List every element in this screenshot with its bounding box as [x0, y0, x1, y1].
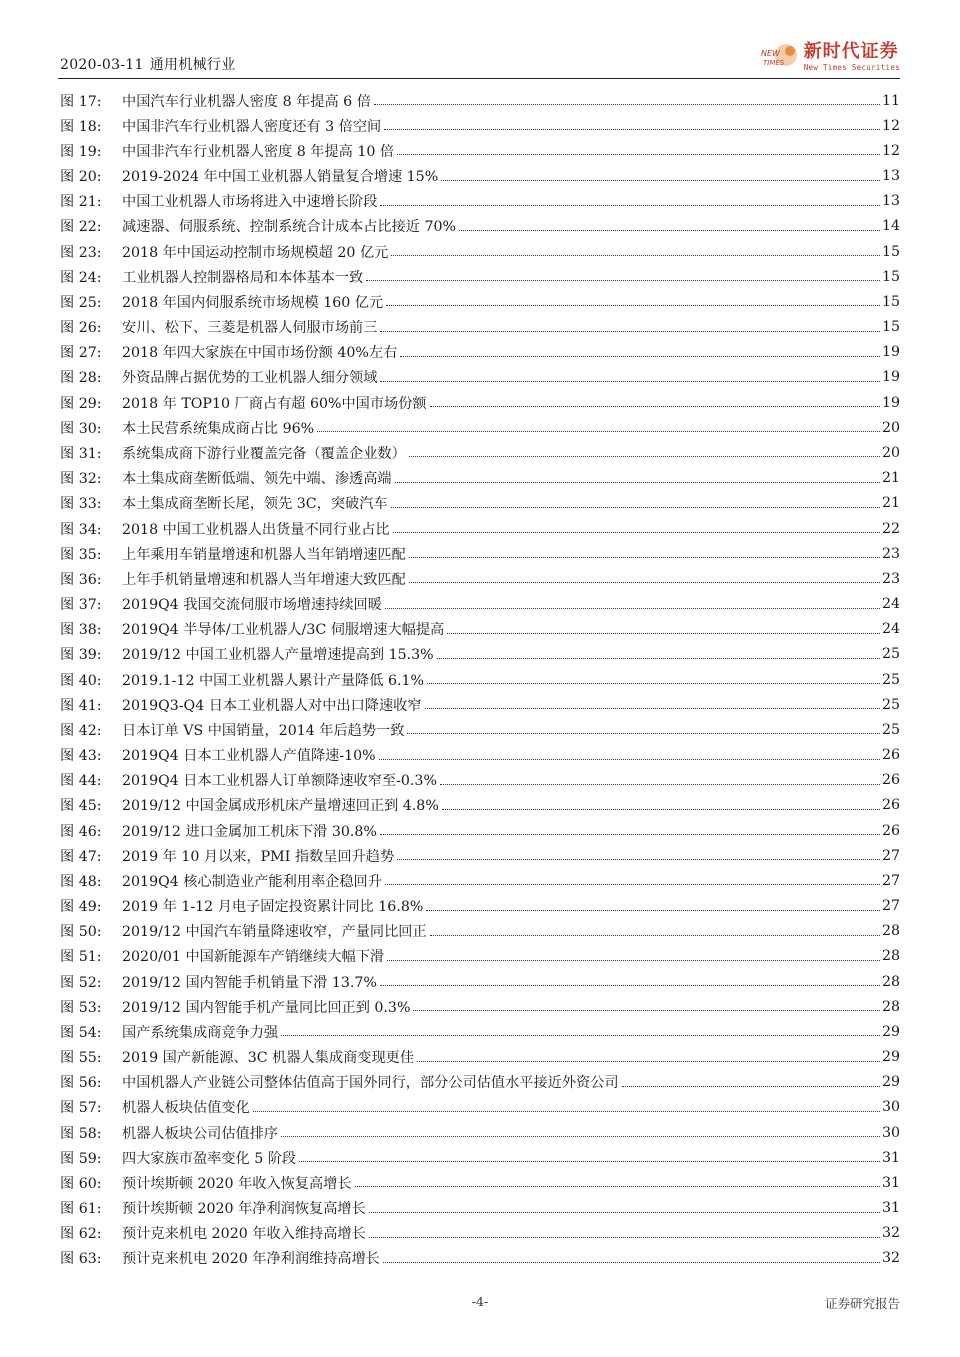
- toc-dot-leader: [397, 859, 880, 860]
- toc-figure-number: 图 42:: [60, 722, 102, 739]
- toc-entry[interactable]: [60, 289, 900, 314]
- toc-entry[interactable]: [60, 340, 900, 365]
- toc-figure-number: 图 37:: [60, 597, 102, 614]
- toc-entry[interactable]: [60, 315, 900, 340]
- svg-text:TIMES: TIMES: [762, 59, 784, 67]
- toc-dot-leader: [380, 834, 880, 835]
- toc-dot-leader: [391, 507, 880, 508]
- toc-dot-leader: [379, 759, 880, 760]
- toc-entry[interactable]: [60, 1095, 900, 1120]
- toc-figure-number: 图 32:: [60, 471, 102, 488]
- toc-page-number: 23: [882, 545, 901, 562]
- toc-dot-leader: [369, 1212, 880, 1213]
- toc-figure-title: 2019/12 国内智能手机销量下滑 13.7%: [122, 974, 377, 991]
- toc-entry[interactable]: [60, 214, 900, 239]
- toc-entry[interactable]: [60, 365, 900, 390]
- toc-entry[interactable]: [60, 440, 900, 465]
- toc-dot-leader: [426, 910, 880, 911]
- toc-dot-leader: [430, 406, 880, 407]
- toc-dot-leader: [441, 180, 880, 181]
- toc-dot-leader: [380, 985, 880, 986]
- toc-entry[interactable]: [60, 742, 900, 767]
- toc-dot-leader: [281, 1136, 880, 1137]
- toc-entry[interactable]: [60, 516, 900, 541]
- toc-figure-number: 图 25:: [60, 294, 102, 311]
- toc-figure-number: 图 47:: [60, 848, 102, 865]
- toc-figure-title: 2019/12 进口金属加工机床下滑 30.8%: [122, 823, 377, 840]
- toc-figure-title: 中国工业机器人市场将进入中速增长阶段: [122, 194, 378, 211]
- toc-dot-leader: [374, 104, 880, 105]
- toc-figure-title: 2019Q4 日本工业机器人订单额降速收窄至-0.3%: [122, 773, 437, 790]
- toc-page-number: 23: [882, 570, 901, 587]
- toc-figure-title: 中国非汽车行业机器人密度 8 年提高 10 倍: [122, 143, 395, 160]
- toc-figure-number: 图 22:: [60, 219, 102, 236]
- toc-entry[interactable]: [60, 919, 900, 944]
- toc-figure-number: 图 48:: [60, 873, 102, 890]
- toc-entry[interactable]: [60, 1145, 900, 1170]
- toc-figure-number: 图 26:: [60, 320, 102, 337]
- toc-figure-title: 2018 年四大家族在中国市场份额 40%左右: [122, 345, 398, 362]
- toc-figure-number: 图 33:: [60, 496, 102, 513]
- logo-english-name: New Times Securities: [803, 62, 900, 72]
- toc-dot-leader: [413, 1010, 880, 1011]
- toc-entry[interactable]: [60, 466, 900, 491]
- toc-figure-number: 图 63:: [60, 1251, 102, 1268]
- toc-page-number: 24: [882, 596, 901, 613]
- toc-page-number: 15: [882, 243, 901, 260]
- toc-figure-title: 国产系统集成商竞争力强: [122, 1024, 279, 1041]
- toc-figure-number: 图 36:: [60, 571, 102, 588]
- toc-page-number: 26: [882, 822, 901, 839]
- toc-figure-number: 图 24:: [60, 269, 102, 286]
- report-date: 2020-03-11: [60, 57, 144, 73]
- toc-page-number: 19: [882, 369, 901, 386]
- toc-entry[interactable]: [60, 818, 900, 843]
- toc-figure-number: 图 57:: [60, 1100, 102, 1117]
- toc-page-number: 26: [882, 772, 901, 789]
- toc-figure-title: 2018 年中国运动控制市场规模超 20 亿元: [122, 244, 389, 261]
- toc-figure-title: 2018 年国内伺服系统市场规模 160 亿元: [122, 294, 384, 311]
- toc-entry[interactable]: [60, 390, 900, 415]
- toc-dot-leader: [409, 557, 880, 558]
- toc-page-number: 25: [882, 721, 901, 738]
- toc-entry[interactable]: [60, 491, 900, 516]
- toc-figure-number: 图 30:: [60, 420, 102, 437]
- toc-dot-leader: [459, 230, 880, 231]
- toc-entry[interactable]: [60, 1246, 900, 1271]
- toc-figure-number: 图 56:: [60, 1075, 102, 1092]
- toc-figure-number: 图 45:: [60, 798, 102, 815]
- toc-dot-leader: [385, 608, 880, 609]
- toc-entry[interactable]: [60, 944, 900, 969]
- toc-figure-number: 图 53:: [60, 999, 102, 1016]
- industry-name: 通用机械行业: [149, 57, 236, 73]
- toc-figure-number: 图 27:: [60, 345, 102, 362]
- toc-page-number: 15: [882, 268, 901, 285]
- toc-figure-title: 2019Q4 核心制造业产能利用率企稳回升: [122, 873, 382, 890]
- toc-dot-leader: [391, 255, 880, 256]
- toc-dot-leader: [387, 960, 880, 961]
- page-number: -4-: [471, 1294, 489, 1309]
- toc-page-number: 22: [882, 520, 901, 537]
- toc-dot-leader: [355, 1186, 880, 1187]
- toc-dot-leader: [440, 784, 880, 785]
- toc-dot-leader: [407, 733, 880, 734]
- toc-figure-number: 图 34:: [60, 521, 102, 538]
- toc-entry[interactable]: [60, 415, 900, 440]
- toc-page-number: 11: [882, 92, 901, 109]
- toc-page-number: 27: [882, 898, 901, 915]
- toc-figure-title: 预计埃斯顿 2020 年净利润恢复高增长: [122, 1201, 366, 1218]
- toc-page-number: 26: [882, 747, 901, 764]
- page-header: [58, 40, 900, 79]
- toc-page-number: 28: [882, 998, 901, 1015]
- toc-figure-number: 图 58:: [60, 1125, 102, 1142]
- toc-page-number: 24: [882, 621, 901, 638]
- toc-entry[interactable]: [60, 1019, 900, 1044]
- toc-figure-title: 中国机器人产业链公司整体估值高于国外同行，部分公司估值水平接近外资公司: [122, 1075, 619, 1092]
- toc-figure-number: 图 52:: [60, 974, 102, 991]
- toc-figure-title: 2020/01 中国新能源车产销继续大幅下滑: [122, 949, 385, 966]
- toc-figure-title: 2019Q4 半导体/工业机器人/3C 伺服增速大幅提高: [122, 622, 445, 639]
- toc-page-number: 15: [882, 319, 901, 336]
- toc-figure-title: 系统集成商下游行业覆盖完备（覆盖企业数）: [122, 445, 406, 462]
- toc-dot-leader: [380, 205, 880, 206]
- toc-figure-title: 2018 中国工业机器人出货量不同行业占比: [122, 521, 390, 538]
- toc-dot-leader: [397, 154, 880, 155]
- toc-entry[interactable]: [60, 667, 900, 692]
- toc-figure-title: 2019Q3-Q4 日本工业机器人对中出口降速收窄: [122, 697, 422, 714]
- toc-figure-number: 图 54:: [60, 1024, 102, 1041]
- toc-page-number: 21: [882, 470, 901, 487]
- toc-figure-number: 图 20:: [60, 169, 102, 186]
- toc-figure-number: 图 44:: [60, 773, 102, 790]
- toc-figure-title: 2018 年 TOP10 厂商占有超 60%中国市场份额: [122, 395, 427, 412]
- toc-entry[interactable]: [60, 642, 900, 667]
- toc-page-number: 14: [882, 218, 901, 235]
- toc-page-number: 32: [882, 1225, 901, 1242]
- toc-page-number: 31: [882, 1174, 901, 1191]
- toc-dot-leader: [383, 1262, 880, 1263]
- toc-page-number: 25: [882, 696, 901, 713]
- toc-page-number: 29: [882, 1049, 901, 1066]
- toc-figure-title: 机器人板块公司估值排序: [122, 1125, 279, 1142]
- header-meta: [60, 54, 236, 74]
- toc-page-number: 30: [882, 1099, 901, 1116]
- toc-page-number: 26: [882, 797, 901, 814]
- toc-figure-title: 四大家族市盈率变化 5 阶段: [122, 1150, 297, 1167]
- toc-entry[interactable]: [60, 189, 900, 214]
- toc-figure-title: 安川、松下、三菱是机器人伺服市场前三: [122, 320, 378, 337]
- toc-entry[interactable]: [60, 1196, 900, 1221]
- toc-page-number: 28: [882, 923, 901, 940]
- toc-page-number: 13: [882, 193, 901, 210]
- toc-figure-number: 图 43:: [60, 748, 102, 765]
- toc-figure-title: 中国汽车行业机器人密度 8 年提高 6 倍: [122, 93, 371, 110]
- toc-entry[interactable]: [60, 239, 900, 264]
- toc-figure-number: 图 23:: [60, 244, 102, 261]
- toc-page-number: 30: [882, 1124, 901, 1141]
- toc-figure-number: 图 29:: [60, 395, 102, 412]
- toc-entry[interactable]: [60, 566, 900, 591]
- toc-dot-leader: [400, 356, 880, 357]
- toc-entry[interactable]: [60, 843, 900, 868]
- toc-figure-number: 图 62:: [60, 1226, 102, 1243]
- toc-page-number: 13: [882, 168, 901, 185]
- company-logo: [760, 40, 900, 74]
- toc-entry[interactable]: [60, 138, 900, 163]
- toc-figure-title: 2019 国产新能源、3C 机器人集成商变现更佳: [122, 1050, 415, 1067]
- toc-page-number: 31: [882, 1200, 901, 1217]
- toc-figure-number: 图 19:: [60, 143, 102, 160]
- toc-entry[interactable]: [60, 793, 900, 818]
- toc-page-number: 27: [882, 872, 901, 889]
- toc-entry[interactable]: [60, 768, 900, 793]
- toc-entry[interactable]: [60, 868, 900, 893]
- toc-figure-title: 日本订单 VS 中国销量，2014 年后趋势一致: [122, 722, 405, 739]
- toc-figure-title: 预计克来机电 2020 年收入维持高增长: [122, 1226, 366, 1243]
- toc-page-number: 31: [882, 1149, 901, 1166]
- toc-dot-leader: [442, 809, 880, 810]
- toc-figure-number: 图 61:: [60, 1201, 102, 1218]
- toc-figure-title: 本土集成商垄断长尾，领先 3C，突破汽车: [122, 496, 388, 513]
- toc-entry[interactable]: [60, 1170, 900, 1195]
- toc-figure-number: 图 60:: [60, 1175, 102, 1192]
- toc-figure-title: 2019 年 1-12 月电子固定投资累计同比 16.8%: [122, 899, 424, 916]
- toc-figure-title: 2019/12 国内智能手机产量同比回正到 0.3%: [122, 999, 411, 1016]
- toc-page-number: 27: [882, 847, 901, 864]
- toc-dot-leader: [380, 381, 880, 382]
- toc-figure-number: 图 39:: [60, 647, 102, 664]
- toc-entry[interactable]: [60, 994, 900, 1019]
- toc-dot-leader: [409, 456, 880, 457]
- toc-page-number: 32: [882, 1250, 901, 1267]
- toc-entry[interactable]: [60, 692, 900, 717]
- toc-figure-title: 2019.1-12 中国工业机器人累计产量降低 6.1%: [122, 672, 424, 689]
- toc-figure-number: 图 41:: [60, 697, 102, 714]
- toc-figure-title: 外资品牌占据优势的工业机器人细分领域: [122, 370, 378, 387]
- toc-entry[interactable]: [60, 264, 900, 289]
- logo-mark-icon: [760, 42, 800, 72]
- toc-figure-title: 减速器、伺服系统、控制系统合计成本占比接近 70%: [122, 219, 456, 236]
- toc-figure-title: 2019Q4 我国交流伺服市场增速持续回暖: [122, 597, 382, 614]
- toc-figure-title: 2019 年 10 月以来，PMI 指数呈回升趋势: [122, 848, 395, 865]
- toc-page-number: 29: [882, 1074, 901, 1091]
- toc-entry[interactable]: [60, 894, 900, 919]
- toc-figure-title: 上年乘用车销量增速和机器人当年销增速匹配: [122, 546, 406, 563]
- toc-figure-number: 图 55:: [60, 1050, 102, 1067]
- toc-dot-leader: [380, 331, 880, 332]
- toc-page-number: 15: [882, 293, 901, 310]
- toc-entry[interactable]: [60, 1120, 900, 1145]
- toc-page-number: 20: [882, 419, 901, 436]
- toc-figure-number: 图 17:: [60, 93, 102, 110]
- toc-dot-leader: [425, 708, 880, 709]
- toc-dot-leader: [299, 1161, 880, 1162]
- logo-chinese-name: 新时代证券: [803, 40, 899, 62]
- toc-dot-leader: [369, 1237, 880, 1238]
- toc-figure-number: 图 40:: [60, 672, 102, 689]
- footer-report-type: 证券研究报告: [824, 1296, 900, 1311]
- toc-figure-number: 图 38:: [60, 622, 102, 639]
- toc-page-number: 21: [882, 495, 901, 512]
- toc-dot-leader: [384, 129, 880, 130]
- toc-entry[interactable]: [60, 541, 900, 566]
- toc-dot-leader: [622, 1086, 880, 1087]
- toc-entry[interactable]: [60, 617, 900, 642]
- toc-figure-title: 预计埃斯顿 2020 年收入恢复高增长: [122, 1175, 352, 1192]
- toc-page-number: 28: [882, 973, 901, 990]
- toc-dot-leader: [447, 633, 880, 634]
- toc-figure-number: 图 31:: [60, 445, 102, 462]
- toc-dot-leader: [385, 884, 880, 885]
- toc-dot-leader: [430, 935, 880, 936]
- toc-figure-title: 上年手机销量增速和机器人当年增速大致匹配: [122, 571, 406, 588]
- toc-figure-title: 预计克来机电 2020 年净利润维持高增长: [122, 1251, 380, 1268]
- toc-figure-number: 图 46:: [60, 823, 102, 840]
- toc-entry[interactable]: [60, 969, 900, 994]
- toc-page-number: 29: [882, 1023, 901, 1040]
- toc-page-number: 25: [882, 646, 901, 663]
- toc-figure-number: 图 49:: [60, 899, 102, 916]
- toc-entry[interactable]: [60, 113, 900, 138]
- toc-page-number: 25: [882, 671, 901, 688]
- toc-entry[interactable]: [60, 88, 900, 113]
- toc-dot-leader: [386, 305, 880, 306]
- toc-figure-title: 2019/12 中国汽车销量降速收窄，产量同比回正: [122, 924, 427, 941]
- toc-dot-leader: [417, 1061, 880, 1062]
- toc-figure-title: 本土集成商垄断低端、领先中端、渗透高端: [122, 471, 392, 488]
- toc-figure-title: 本土民营系统集成商占比 96%: [122, 420, 315, 437]
- toc-figure-number: 图 59:: [60, 1150, 102, 1167]
- svg-text:NEW: NEW: [760, 49, 780, 58]
- toc-page-number: 19: [882, 344, 901, 361]
- toc-figure-number: 图 18:: [60, 118, 102, 135]
- toc-entry[interactable]: [60, 1045, 900, 1070]
- toc-entry[interactable]: [60, 1070, 900, 1095]
- toc-entry[interactable]: [60, 164, 900, 189]
- toc-page-number: 20: [882, 444, 901, 461]
- toc-dot-leader: [409, 582, 880, 583]
- toc-figure-title: 2019-2024 年中国工业机器人销量复合增速 15%: [122, 169, 439, 186]
- toc-dot-leader: [281, 1035, 880, 1036]
- toc-dot-leader: [427, 683, 880, 684]
- toc-figure-number: 图 35:: [60, 546, 102, 563]
- toc-page-number: 12: [882, 142, 901, 159]
- toc-dot-leader: [253, 1111, 880, 1112]
- figure-index-list: [60, 88, 900, 1271]
- toc-figure-number: 图 50:: [60, 924, 102, 941]
- toc-page-number: 19: [882, 394, 901, 411]
- toc-figure-title: 中国非汽车行业机器人密度还有 3 倍空间: [122, 118, 382, 135]
- toc-dot-leader: [395, 482, 880, 483]
- toc-dot-leader: [366, 280, 880, 281]
- toc-figure-number: 图 21:: [60, 194, 102, 211]
- toc-figure-number: 图 28:: [60, 370, 102, 387]
- toc-figure-title: 机器人板块估值变化: [122, 1100, 250, 1117]
- toc-page-number: 28: [882, 948, 901, 965]
- toc-page-number: 12: [882, 117, 901, 134]
- toc-dot-leader: [317, 431, 880, 432]
- toc-entry[interactable]: [60, 717, 900, 742]
- toc-figure-title: 2019/12 中国工业机器人产量增速提高到 15.3%: [122, 647, 434, 664]
- toc-figure-title: 2019/12 中国金属成形机床产量增速回正到 4.8%: [122, 798, 439, 815]
- toc-dot-leader: [437, 658, 880, 659]
- toc-figure-title: 工业机器人控制器格局和本体基本一致: [122, 269, 364, 286]
- toc-figure-number: 图 51:: [60, 949, 102, 966]
- toc-entry[interactable]: [60, 1221, 900, 1246]
- toc-entry[interactable]: [60, 591, 900, 616]
- toc-figure-title: 2019Q4 日本工业机器人产值降速-10%: [122, 748, 376, 765]
- toc-dot-leader: [393, 532, 880, 533]
